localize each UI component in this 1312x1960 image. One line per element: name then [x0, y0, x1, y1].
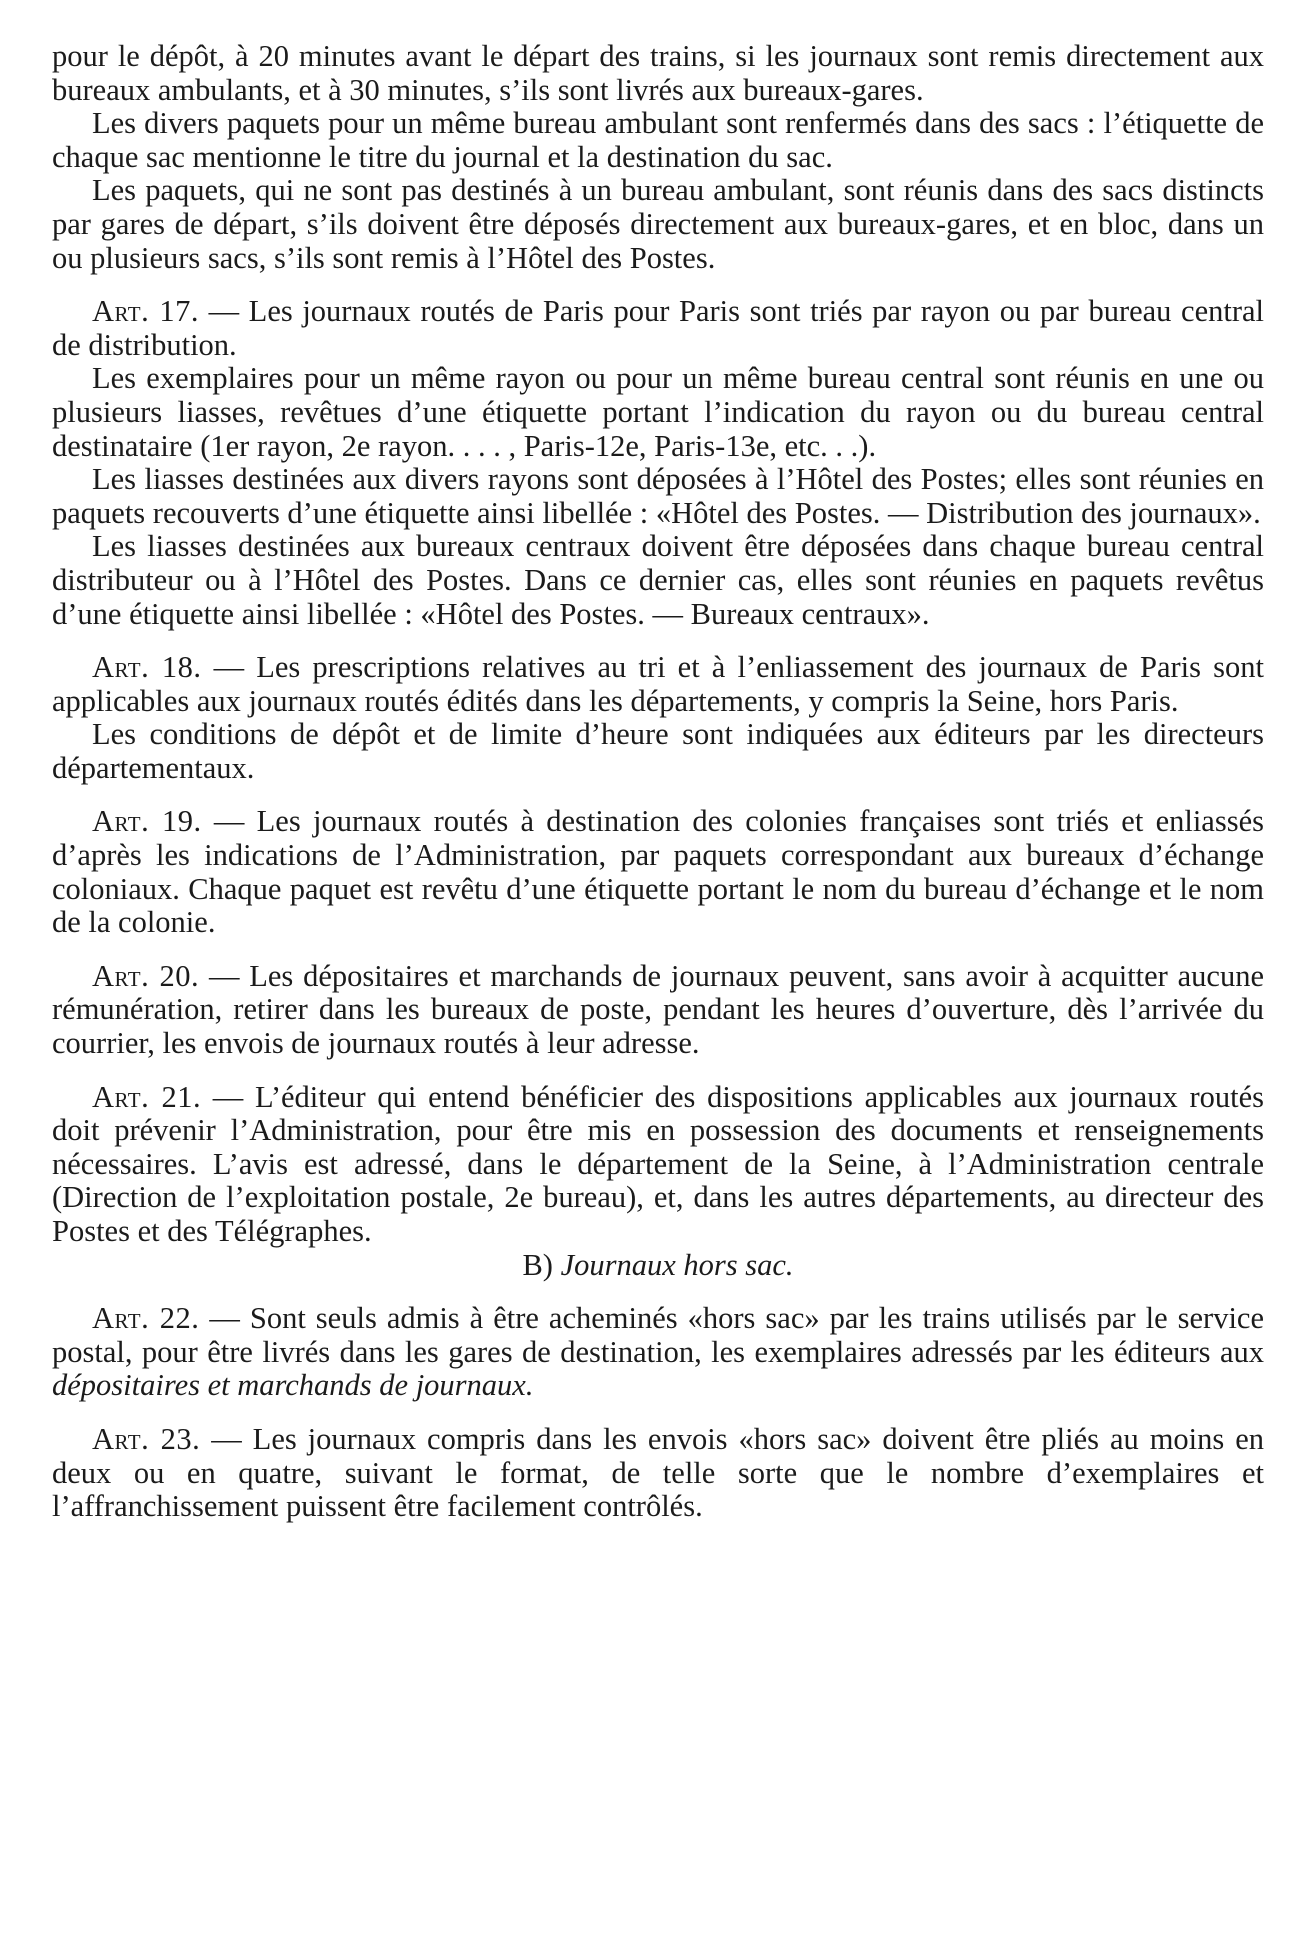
- article-22-text: — Sont seuls admis à être acheminés «hors sac» par les trains utilisés par le service postal, pour être livrés dans les gares de destination, les exemplaires adressés par les éditeurs aux: [52, 1301, 1264, 1369]
- article-17-paragraph-2: Les exemplaires pour un même rayon ou pour un même bureau central sont réunis en une ou plusieurs liasses, revêtues d’une étiquette portant l’indication du rayon ou du bureau central destinataire (1er rayon, 2e rayon. . . . , Paris-12e, Paris-13e, etc. . .).: [52, 361, 1264, 463]
- article-18-text: — Les prescriptions relatives au tri et à l’enliassement des journaux de Paris sont applicables aux journaux routés édités dans les départements, y compris la Seine, hors Paris.: [52, 650, 1264, 718]
- article-19-text: — Les journaux routés à destination des colonies françaises sont triés et enliassés d’après les indications de l’Administration, par paquets correspondant aux bureaux d’échange coloniaux. Chaque paquet est revêtu d’une étiquette portant le nom du bureau d’échange et le nom de la colonie.: [52, 804, 1264, 940]
- article-19: [52, 805, 1264, 939]
- article-23-text: — Les journaux compris dans les envois «hors sac» doivent être pliés au moins en deux ou en quatre, suivant le format, de telle sorte que le nombre d’exemplaires et l’affranchissement puissent être facilement contrôlés.: [52, 1421, 1264, 1524]
- article-17: [52, 295, 1264, 362]
- article-20: [52, 960, 1264, 1061]
- article-22-emphasis: dépositaires et marchands de journaux.: [52, 1368, 534, 1403]
- paragraph-sacs: Les divers paquets pour un même bureau ambulant sont renfermés dans des sacs : l’étiquette de chaque sac mentionne le titre du journal et la destination du sac.: [52, 106, 1264, 174]
- article-23: [52, 1423, 1264, 1524]
- document-page: [52, 40, 1264, 1524]
- article-18-paragraph-2: Les conditions de dépôt et de limite d’heure sont indiquées aux éditeurs par les directeurs départementaux.: [52, 717, 1264, 785]
- article-21-text: — L’éditeur qui entend bénéficier des dispositions applicables aux journaux routés doit prévenir l’Administration, pour être mis en possession des documents et renseignements nécessaires. L’avis est adressé, dans le département de la Seine, à l’Administration centrale (Direction de l’exploitation postale, 2e bureau), et, dans les autres départements, au directeur des Postes et des Télégraphes.: [52, 1079, 1264, 1248]
- article-18: [52, 651, 1264, 718]
- article-20-label: Art. 20.: [92, 958, 200, 993]
- article-19-label: Art. 19.: [92, 804, 202, 839]
- article-21-label: Art. 21.: [92, 1079, 202, 1114]
- article-17-text: — Les journaux routés de Paris pour Paris sont triés par rayon ou par bureau central de distribution.: [52, 294, 1264, 362]
- article-18-label: Art. 18.: [92, 650, 202, 685]
- article-21: [52, 1081, 1264, 1249]
- article-17-paragraph-3: Les liasses destinées aux divers rayons sont déposées à l’Hôtel des Postes; elles sont réunies en paquets recouverts d’une étiquette ainsi libellée : «Hôtel des Postes. — Distribution des journaux».: [52, 462, 1264, 530]
- paragraph-paquets: Les paquets, qui ne sont pas destinés à un bureau ambulant, sont réunis dans des sacs distincts par gares de départ, s’ils doivent être déposés directement aux bureaux-gares, et en bloc, dans un ou plusieurs sacs, s’ils sont remis à l’Hôtel des Postes.: [52, 173, 1264, 275]
- article-20-text: — Les dépositaires et marchands de journaux peuvent, sans avoir à acquitter aucune rémunération, retirer dans les bureaux de poste, pendant les heures d’ouverture, dès l’arrivée du courrier, les envois de journaux routés à leur adresse.: [52, 958, 1264, 1061]
- paragraph-continuation: pour le dépôt, à 20 minutes avant le départ des trains, si les journaux sont remis directement aux bureaux ambulants, et à 30 minutes, s’ils sont livrés aux bureaux-gares.: [52, 39, 1264, 107]
- article-22-label: Art. 22.: [92, 1301, 200, 1336]
- section-heading: [52, 1249, 1264, 1283]
- article-17-paragraph-4: Les liasses destinées aux bureaux centraux doivent être déposées dans chaque bureau central distributeur ou à l’Hôtel des Postes. Dans ce dernier cas, elles sont réunies en paquets revêtus d’une étiquette ainsi libellée : «Hôtel des Postes. — Bureaux centraux».: [52, 529, 1264, 631]
- section-title: Journaux hors sac.: [560, 1247, 794, 1282]
- article-23-label: Art. 23.: [92, 1421, 201, 1456]
- article-22: [52, 1302, 1264, 1403]
- article-17-label: Art. 17.: [92, 294, 199, 329]
- section-prefix: B): [522, 1247, 553, 1282]
